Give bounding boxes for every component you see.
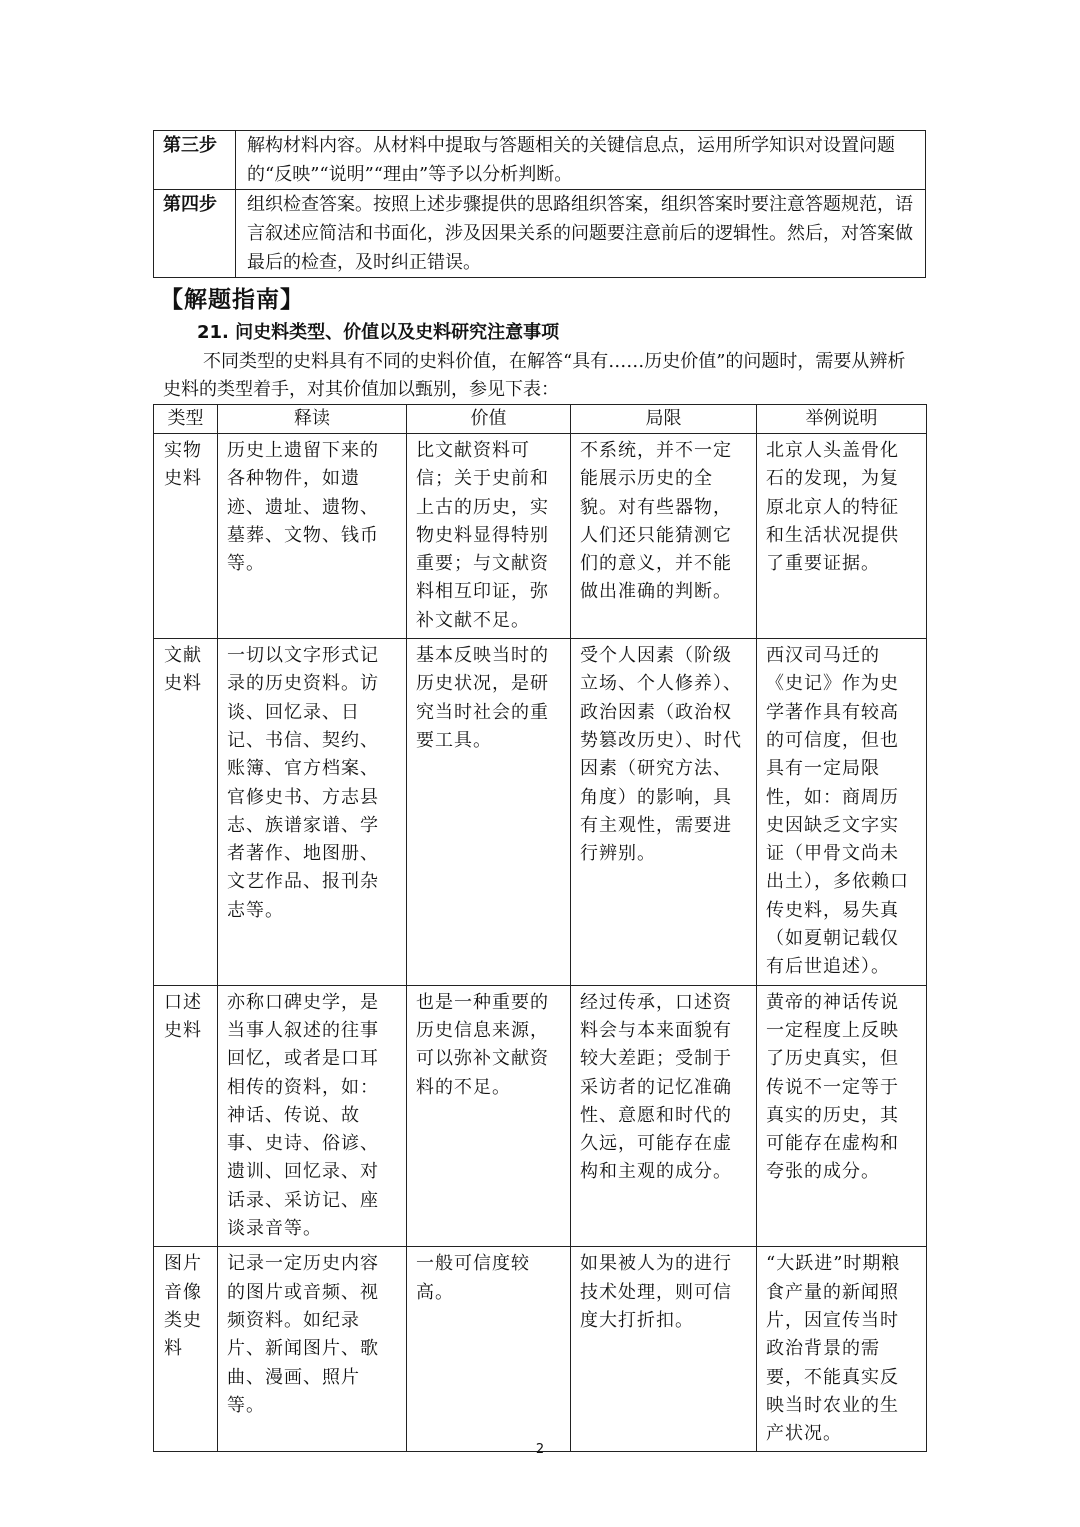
cell-example: 北京人头盖骨化石的发现，为复原北京人的特征和生活状况提供了重要证据。 [757, 434, 927, 639]
guide-title: 【解题指南】 [160, 286, 304, 313]
cell-value: 一般可信度较高。 [407, 1247, 571, 1452]
step-label: 第三步 [154, 131, 236, 190]
cell-type: 文献史料 [154, 639, 218, 986]
header-explain: 释读 [218, 405, 407, 434]
table-row [154, 1247, 927, 1452]
section-subtitle: 21. 问史料类型、价值以及史料研究注意事项 [197, 322, 560, 343]
step-row [154, 190, 926, 278]
cell-limit: 如果被人为的进行技术处理，则可信度大打折扣。 [571, 1247, 757, 1452]
table-row [154, 639, 927, 986]
cell-example: “大跃进”时期粮食产量的新闻照片，因宣传当时政治背景的需要，不能真实反映当时农业的生产状况。 [757, 1247, 927, 1452]
header-example: 举例说明 [757, 405, 927, 434]
cell-explain: 亦称口碑史学，是当事人叙述的往事回忆，或者是口耳相传的资料，如：神话、传说、故事、史诗、俗谚、遗训、回忆录、对话录、采访记、座谈录音等。 [218, 985, 407, 1247]
cell-value: 也是一种重要的历史信息来源，可以弥补文献资料的不足。 [407, 985, 571, 1247]
step-row [154, 131, 926, 190]
header-type: 类型 [154, 405, 218, 434]
header-value: 价值 [407, 405, 571, 434]
cell-value: 基本反映当时的历史状况，是研究当时社会的重要工具。 [407, 639, 571, 986]
cell-explain: 历史上遗留下来的各种物件，如遗迹、遗址、遗物、墓葬、文物、钱币等。 [218, 434, 407, 639]
cell-limit: 经过传承，口述资料会与本来面貌有较大差距；受制于采访者的记忆准确性、意愿和时代的久远，可能存在虚构和主观的成分。 [571, 985, 757, 1247]
step-label: 第四步 [154, 190, 236, 278]
cell-type: 口述史料 [154, 985, 218, 1247]
cell-explain: 记录一定历史内容的图片或音频、视频资料。如纪录片、新闻图片、歌曲、漫画、照片等。 [218, 1247, 407, 1452]
steps-table [153, 130, 926, 278]
cell-type: 图片音像类史料 [154, 1247, 218, 1452]
step-text: 组织检查答案。按照上述步骤提供的思路组织答案，组织答案时要注意答题规范，语言叙述应简洁和书面化，涉及因果关系的问题要注意前后的逻辑性。然后，对答案做最后的检查，及时纠正错误。 [236, 190, 926, 278]
cell-example: 黄帝的神话传说一定程度上反映了历史真实，但传说不一定等于真实的历史，其可能存在虚构和夸张的成分。 [757, 985, 927, 1247]
intro-paragraph: 不同类型的史料具有不同的史料价值，在解答“具有……历史价值”的问题时，需要从辨析史料的类型着手，对其价值加以甄别，参见下表： [163, 351, 906, 400]
header-limit: 局限 [571, 405, 757, 434]
page-number: 2 [535, 1442, 545, 1457]
step-text: 解构材料内容。从材料中提取与答题相关的关键信息点，运用所学知识对设置问题的“反映”“说明”“理由”等予以分析判断。 [236, 131, 926, 190]
table-row [154, 985, 927, 1247]
cell-explain: 一切以文字形式记录的历史资料。访谈、回忆录、日记、书信、契约、账簿、官方档案、官修史书、方志县志、族谱家谱、学者著作、地图册、文艺作品、报刊杂志等。 [218, 639, 407, 986]
cell-value: 比文献资料可信；关于史前和上古的历史，实物史料显得特别重要；与文献资料相互印证，弥补文献不足。 [407, 434, 571, 639]
table-row [154, 434, 927, 639]
source-types-table [153, 404, 927, 1452]
cell-example: 西汉司马迁的《史记》作为史学著作具有较高的可信度，但也具有一定局限性，如：商周历史因缺乏文字实证（甲骨文尚未出土），多依赖口传史料，易失真（如夏朝记载仅有后世追述）。 [757, 639, 927, 986]
table-header-row [154, 405, 927, 434]
cell-limit: 不系统，并不一定能展示历史的全貌。对有些器物，人们还只能猜测它们的意义，并不能做出准确的判断。 [571, 434, 757, 639]
cell-limit: 受个人因素（阶级立场、个人修养）、政治因素（政治权势篡改历史）、时代因素（研究方法、角度）的影响，具有主观性，需要进行辨别。 [571, 639, 757, 986]
cell-type: 实物史料 [154, 434, 218, 639]
